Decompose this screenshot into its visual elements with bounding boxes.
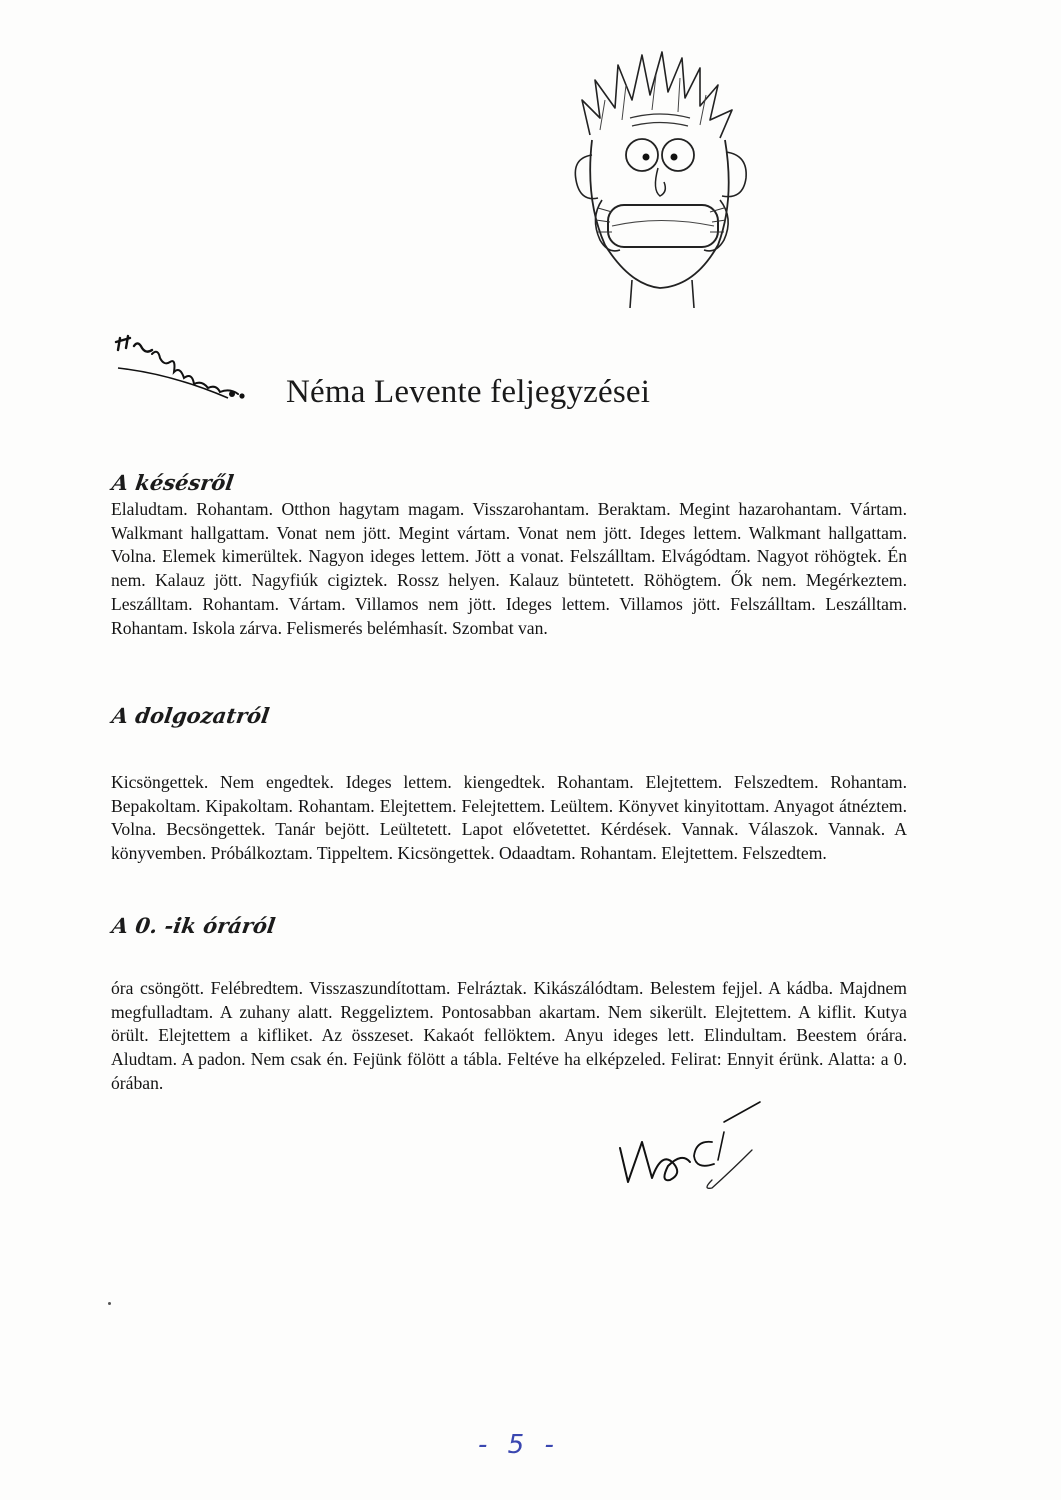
section-heading-kesesrol: A késésről (110, 470, 236, 495)
section-body-0-ik-orarol: óra csöngött. Felébredtem. Visszaszundítottam. Felráztak. Kikászálódtam. Belestem fejjel. A kádba. Majdnem megfulladtam. A zuhany alatt. Reggeliztem. Pontosabban akartam. Nem sikerült. Elejtettem. A kiflit. Kutya örült. Elejtettem a kifliket. Az összeset. Kakaót fellöktem. Anyu ideges lett. Elindultam. Beestem órára. Aludtam. A padon. Nem csak én. Fejünk fölött a tábla. Feltéve ha elképzeled. Felirat: Ennyit érünk. Alatta: a 0. órában. (111, 978, 907, 1093)
section-body-kesesrol: Elaludtam. Rohantam. Otthon hagytam magam. Visszarohantam. Beraktam. Megint hazarohantam. Vártam. Walkmant hallgattam. Vonat nem jött. Megint vártam. Vonat nem jött. Ideges lettem. Walkmant hallgattam. Volna. Elemek kimerültek. Nagyon ideges lettem. Jött a vonat. Felszálltam. Elvágódtam. Nagyot röhögtek. Én nem. Kalauz jött. Nagyfiúk cigiztek. Rossz helyen. Kalauz büntetett. Röhögtem. Ők nem. Megérkeztem. Leszálltam. Rohantam. Vártam. Villamos nem jött. Ideges lettem. Villamos jött. Felszálltam. Leszálltam. Rohantam. Iskola zárva. Felismerés belémhasít. Szombat van. (111, 499, 907, 638)
section-heading-0-ik-orarol: A 0. -ik óráról (110, 913, 277, 938)
page-number: - 5 - (478, 1430, 560, 1460)
majdnem-signature (112, 332, 262, 412)
document-title: Néma Levente feljegyzései (286, 374, 651, 410)
section-heading-dolgozatrol: A dolgozatról (110, 703, 272, 728)
cartoon-face-illustration (560, 40, 760, 310)
section-body-dolgozatrol: Kicsöngettek. Nem engedtek. Ideges lettem. kiengedtek. Rohantam. Elejtettem. Felszedtem. Rohantam. Bepakoltam. Kipakoltam. Rohantam. Elejtettem. Felejtettem. Leültem. Könyvet kinyitottam. Anyagot átnéztem. Volna. Becsöngettek. Tanár bejött. Leültetett. Lapot elővetettet. Kérdések. Vannak. Válaszok. Vannak. A könyvemben. Próbálkoztam. Tippeltem. Kicsöngettek. Odaadtam. Rohantam. Elejtettem. Felszedtem. (111, 772, 907, 864)
scan-speck (108, 1302, 111, 1305)
maci-signature (612, 1090, 772, 1200)
